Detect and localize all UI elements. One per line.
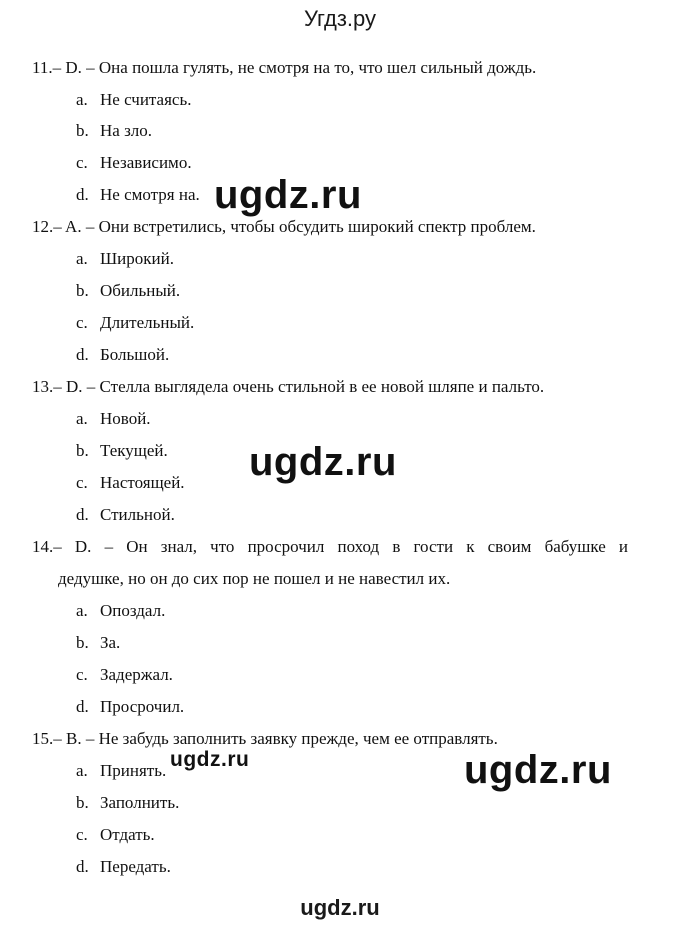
question-14-option-d bbox=[76, 696, 184, 718]
option-text: Обильный. bbox=[100, 281, 181, 300]
page-header-title: Угдз.ру bbox=[303, 6, 377, 31]
question-15-option-c bbox=[76, 824, 155, 846]
question-14-option-c bbox=[76, 664, 173, 686]
question-12-option-d bbox=[76, 344, 169, 366]
option-text: Большой. bbox=[100, 345, 170, 364]
question-11-option-b bbox=[76, 120, 152, 142]
question-11-text: 11.– D. – Она пошла гулять, не смотря на то, что шел сильный дождь. bbox=[32, 58, 537, 77]
option-letter: b. bbox=[76, 793, 89, 812]
option-text: На зло. bbox=[100, 121, 153, 140]
option-letter: d. bbox=[76, 345, 89, 364]
option-letter: d. bbox=[76, 857, 89, 876]
option-text: Новой. bbox=[100, 409, 151, 428]
option-text: Отдать. bbox=[100, 825, 155, 844]
question-13-option-d bbox=[76, 504, 175, 526]
question-14-option-a bbox=[76, 600, 165, 622]
question-15-text: 15.– B. – Не забудь заполнить заявку прежде, чем ее отправлять. bbox=[32, 729, 498, 748]
question-15-option-b bbox=[76, 792, 179, 814]
option-text: Длительный. bbox=[100, 313, 195, 332]
question-12-option-c bbox=[76, 312, 194, 334]
question-12-text: 12.– A. – Они встретились, чтобы обсудить широкий спектр проблем. bbox=[32, 217, 536, 236]
question-14-text: 14.– D. – Он знал, что просрочил поход в гости к своим бабушке и bbox=[32, 537, 628, 556]
option-letter: b. bbox=[76, 441, 89, 460]
watermark: ugdz.ru bbox=[249, 440, 397, 484]
option-letter: a. bbox=[76, 601, 88, 620]
watermark: ugdz.ru bbox=[214, 173, 362, 217]
option-text: За. bbox=[100, 633, 121, 652]
option-letter: b. bbox=[76, 633, 89, 652]
question-15-option-d bbox=[76, 856, 171, 878]
option-letter: a. bbox=[76, 249, 88, 268]
option-text: Заполнить. bbox=[100, 793, 180, 812]
option-text: Не смотря на. bbox=[100, 185, 200, 204]
option-letter: d. bbox=[76, 505, 89, 524]
question-11-option-c bbox=[76, 152, 192, 174]
question-12-option-b bbox=[76, 280, 180, 302]
option-letter: c. bbox=[76, 665, 88, 684]
question-13-option-a bbox=[76, 408, 151, 430]
option-text: Просрочил. bbox=[100, 697, 185, 716]
option-letter: a. bbox=[76, 761, 88, 780]
question-11-option-a bbox=[76, 89, 191, 111]
option-letter: a. bbox=[76, 409, 88, 428]
option-letter: c. bbox=[76, 153, 88, 172]
question-14-option-b bbox=[76, 632, 120, 654]
question-15-option-a bbox=[76, 760, 166, 782]
option-letter: b. bbox=[76, 121, 89, 140]
option-text: Стильной. bbox=[100, 505, 175, 524]
watermark: ugdz.ru bbox=[170, 748, 250, 771]
option-text: Опоздал. bbox=[100, 601, 166, 620]
option-letter: c. bbox=[76, 825, 88, 844]
question-13-option-c bbox=[76, 472, 185, 494]
question-12-option-a bbox=[76, 248, 174, 270]
option-letter: d. bbox=[76, 697, 89, 716]
option-text: Настоящей. bbox=[100, 473, 185, 492]
option-letter: c. bbox=[76, 313, 88, 332]
question-11-option-d bbox=[76, 184, 200, 206]
option-letter: b. bbox=[76, 281, 89, 300]
question-14-text-continued: дедушке, но он до сих пор не пошел и не навестил их. bbox=[58, 569, 451, 588]
option-letter: d. bbox=[76, 185, 89, 204]
option-text: Не считаясь. bbox=[100, 90, 192, 109]
option-text: Независимо. bbox=[100, 153, 192, 172]
watermark: ugdz.ru bbox=[464, 748, 612, 792]
option-letter: a. bbox=[76, 90, 88, 109]
option-letter: c. bbox=[76, 473, 88, 492]
option-text: Передать. bbox=[100, 857, 171, 876]
page-footer-site: ugdz.ru bbox=[300, 895, 380, 920]
option-text: Принять. bbox=[100, 761, 167, 780]
question-13-option-b bbox=[76, 440, 168, 462]
option-text: Задержал. bbox=[100, 665, 173, 684]
option-text: Широкий. bbox=[100, 249, 174, 268]
option-text: Текущей. bbox=[100, 441, 168, 460]
question-13-text: 13.– D. – Стелла выглядела очень стильной в ее новой шляпе и пальто. bbox=[32, 377, 545, 396]
